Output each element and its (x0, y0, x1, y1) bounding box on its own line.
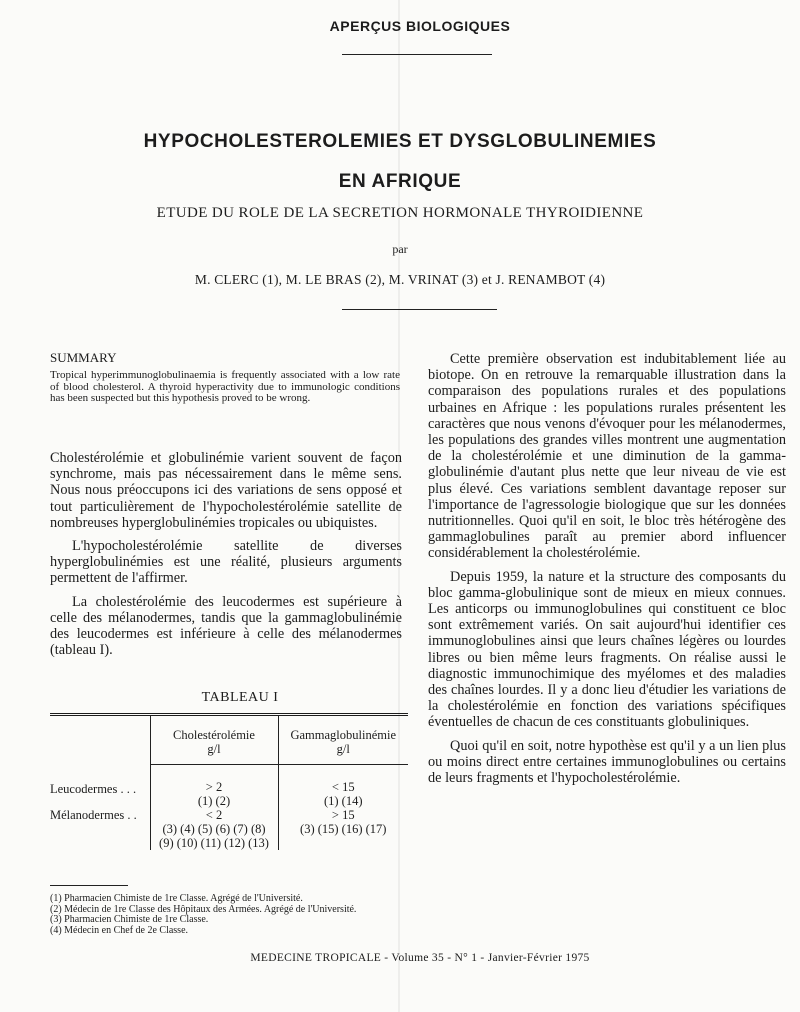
left-column (50, 450, 402, 665)
footnote-1: (1) Pharmacien Chimiste de 1re Classe. Agrégé de l'Université. (50, 893, 303, 904)
row-label-leucodermes: Leucodermes . . . (50, 782, 137, 796)
left-paragraph-3: La cholestérolémie des leucodermes est supérieure à celle des mélanodermes, tandis que la gammaglobulinémie des leucodermes est inférieure à celle des mélanodermes (tableau I). (50, 593, 402, 659)
title-line-1: HYPOCHOLESTEROLEMIES ET DYSGLOBULINEMIES (143, 131, 657, 152)
melanodermes-gammaglobulin-refs: (3) (15) (16) (17) (300, 822, 387, 836)
title-line-2: EN AFRIQUE (338, 171, 462, 192)
leucodermes-cholesterol-refs: (1) (2) (197, 794, 231, 808)
row-label-melanodermes: Mélanodermes . . (50, 808, 137, 822)
article-title (0, 130, 800, 194)
by-line: par (392, 242, 408, 256)
leucodermes-gammaglobulin-refs: (1) (14) (323, 794, 363, 808)
right-column (428, 351, 786, 793)
section-heading: APERÇUS BIOLOGIQUES (329, 18, 511, 34)
footnote-3: (3) Pharmacien Chimiste de 1re Classe. (50, 914, 209, 925)
journal-footer: MEDECINE TROPICALE - Volume 35 - N° 1 - Janvier-Février 1975 (250, 952, 590, 964)
authors-rule (342, 309, 497, 310)
authors: M. CLERC (1), M. LE BRAS (2), M. VRINAT (3) et J. RENAMBOT (4) (194, 272, 606, 287)
footnote-2: (2) Médecin de 1re Classe des Hôpitaux des Armées. Agrégé de l'Université. (50, 903, 357, 915)
footnotes (50, 894, 356, 936)
right-paragraph-1: Cette première observation est indubitablement liée au biotope. On en retrouve la remarquable illustration dans la comparaison des populations rurales et des populations urbaines en Afrique : les populations rurales présentent les caractères que nous venons d'évoquer pour les mélanodermes, les populations des grandes villes montrent une augmentation de la cholestérolémie et une diminution de la gamma-globulinémie d'autant plus nette que leur niveau de vie est plus élevé. Ces variations semblent davantage reposer sur l'importance de l'agressologie biologique que sur les données nutritionnelles. Quoi qu'il en soit, le bloc très hétérogène des gammaglobulines paraît au premier abord influencer considérablement la cholestérolémie. (428, 351, 786, 562)
left-paragraph-1: Cholestérolémie et globulinémie varient souvent de façon synchrome, mais pas nécessairement dans le même sens. Nous nous préoccupons ici des variations de sens opposé et tout particulièrement de l'hypocholestérolémie satellite de nombreuses hyperglobulinémies tropicales ou ubiquistes. (50, 450, 402, 531)
melanodermes-cholesterol-refs: (3) (4) (5) (6) (7) (8) (9) (10) (11) (12) (13) (159, 822, 269, 850)
leucodermes-gammaglobulin-value: < 15 (331, 780, 355, 794)
summary-heading: SUMMARY (50, 350, 117, 365)
gammaglobulin-unit: g/l (336, 742, 350, 756)
table-row (50, 780, 408, 808)
table-1 (50, 713, 408, 850)
table-header-gammaglobulin (278, 728, 408, 756)
left-paragraph-2: L'hypocholestérolémie satellite de diverses hyperglobulinémies est une réalité, plusieurs arguments permettent de l'affirmer. (50, 538, 402, 587)
footnote-rule (50, 885, 128, 886)
article-subtitle: ETUDE DU ROLE DE LA SECRETION HORMONALE THYROIDIENNE (156, 205, 644, 221)
right-paragraph-3: Quoi qu'il en soit, notre hypothèse est qu'il y a un lien plus ou moins direct entre certaines immunoglobulines ou certains de leurs fragments et l'hypocholestérolémie. (428, 737, 786, 787)
summary-text: Tropical hyperimmunoglobulinaemia is frequently associated with a low rate of blood cholesterol. A thyroid hyperactivity due to immunologic conditions has been suspected but this hypothesis proved to be wrong. (50, 369, 400, 404)
table-row (50, 808, 408, 850)
table-title: TABLEAU I (201, 690, 279, 705)
leucodermes-cholesterol-value: > 2 (205, 780, 223, 794)
header-rule (342, 54, 492, 55)
melanodermes-gammaglobulin-value: > 15 (331, 808, 355, 822)
melanodermes-cholesterol-value: < 2 (205, 808, 223, 822)
table-header-cholesterol (150, 728, 278, 756)
footnote-4: (4) Médecin en Chef de 2e Classe. (50, 924, 189, 936)
gammaglobulin-header-label: Gammaglobulinémie (290, 728, 397, 742)
cholesterol-header-label: Cholestérolémie (173, 728, 255, 742)
cholesterol-unit: g/l (207, 742, 221, 756)
right-paragraph-2: Depuis 1959, la nature et la structure des composants du bloc gamma-globulinique sont de mieux en mieux connues. Les anticorps ou immunoglobulines qui constituent ce bloc sont extrêmement variés. On sait aujourd'hui identifier ces immunoglobulines ainsi que leurs chaînes légères ou lourdes libres ou bien même leurs fragments. On réalise aussi le diagnostic immunochimique des myélomes et des maladies des chaînes lourdes. Il y a donc lieu d'étudier les variations de la cholestérolémie en fonction des variations spécifiques éventuelles de chacun de ces constituants globuliniques. (428, 568, 786, 731)
